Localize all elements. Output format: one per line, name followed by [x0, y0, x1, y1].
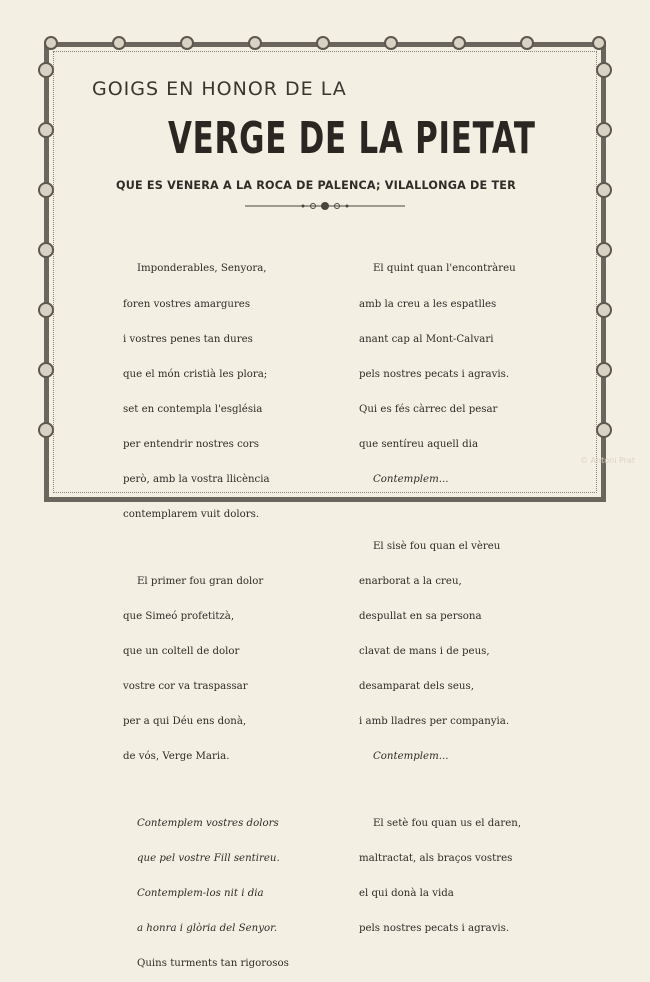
verse-line: que Simeó profetitzà, [123, 610, 235, 622]
refrain-line: Contemplem vostres dolors [137, 817, 279, 829]
verse-line: de vós, Verge Maria. [123, 751, 230, 763]
verse-line: Quins turments tan rigorosos [137, 958, 289, 970]
verse-line: clavat de mans i de peus, [359, 645, 490, 657]
verse-line: el qui donà la vida [359, 887, 454, 899]
verse-line: El primer fou gran dolor [137, 575, 264, 587]
title-line-1: GOIGS EN HONOR DE LA [92, 78, 347, 100]
verse-line: i vostres penes tan dures [123, 333, 253, 345]
verse-line: però, amb la vostra llicència [123, 474, 270, 486]
verse-line: El quint quan l'encontràreu [373, 263, 516, 275]
refrain-line: que pel vostre Fill sentireu. [137, 852, 280, 864]
verse-line: per entendrir nostres cors [123, 438, 260, 450]
verse-line: maltractat, als braços vostres [359, 852, 513, 864]
verse-line: pels nostres pecats i agravis. [359, 923, 510, 935]
verse-line: anant cap al Mont-Calvari [359, 333, 494, 345]
verse-line: El sisè fou quan el vèreu [373, 540, 501, 552]
verse-line: despullat en sa persona [359, 610, 482, 622]
right-ornament-column [596, 42, 612, 482]
left-column [123, 240, 289, 982]
ornamental-divider [245, 199, 405, 213]
title-main: VERGE DE LA PIETAT [168, 113, 536, 164]
refrain-line: Contemplem-los nit i dia [137, 887, 264, 899]
verse-line: enarborat a la creu, [359, 575, 462, 587]
verse-line: foren vostres amargures [123, 298, 251, 310]
verse-line: i amb lladres per companyia. [359, 716, 510, 728]
verse-line: que sentíreu aquell dia [359, 438, 479, 450]
right-column [359, 240, 521, 946]
verse-line: contemplarem vuit dolors. [123, 509, 260, 521]
verse-line: Qui es fés càrrec del pesar [359, 403, 498, 415]
title-subtitle: QUE ES VENERA A LA ROCA DE PALENCA; VILALLONGA DE TER [116, 179, 516, 192]
verse-line: per a qui Déu ens donà, [123, 716, 247, 728]
refrain-line: Contemplem... [373, 474, 449, 486]
photo-credit: © Antoni Prat [580, 456, 635, 465]
refrain-line: a honra i glòria del Senyor. [137, 923, 278, 935]
verse-line: pels nostres pecats i agravis. [359, 368, 510, 380]
verse-line: Imponderables, Senyora, [137, 263, 267, 275]
top-ornament-row [44, 36, 606, 50]
verse-line: que el món cristià les plora; [123, 368, 268, 380]
verse-line: set en contempla l'església [123, 403, 263, 415]
verse-line: que un coltell de dolor [123, 645, 240, 657]
verse-line: amb la creu a les espatlles [359, 298, 497, 310]
verse-line: El setè fou quan us el daren, [373, 817, 522, 829]
left-ornament-column [38, 42, 54, 482]
verse-line: vostre cor va traspassar [123, 681, 248, 693]
refrain-line: Contemplem... [373, 751, 449, 763]
verse-line: desamparat dels seus, [359, 681, 474, 693]
